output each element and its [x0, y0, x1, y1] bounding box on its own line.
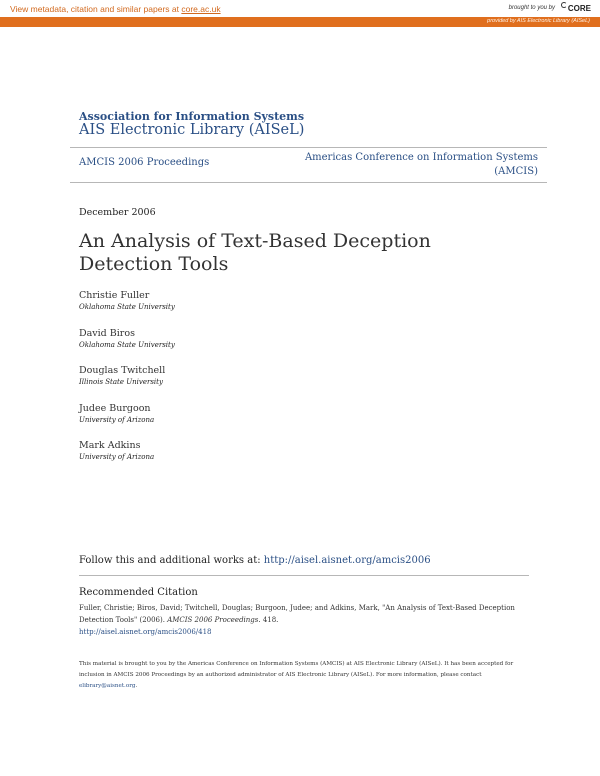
author-name: Mark Adkins [79, 440, 141, 451]
citation-link[interactable]: http://aisel.aisnet.org/amcis2006/418 [79, 628, 212, 636]
citation-body [79, 602, 529, 638]
core-provided-bar [0, 17, 600, 27]
follow-works [79, 555, 431, 566]
author-name: David Biros [79, 327, 135, 339]
core-metadata-link[interactable] [10, 4, 221, 14]
citation-proceedings: AMCIS 2006 Proceedings [167, 616, 259, 624]
author-affiliation: Oklahoma State University [79, 340, 175, 349]
citation-heading: Recommended Citation [79, 587, 198, 598]
paper-title: An Analysis of Text-Based Deception Detection Tools [79, 230, 431, 275]
author-name: Douglas Twitchell [79, 365, 166, 376]
author-affiliation: Oklahoma State University [79, 303, 175, 311]
library-name[interactable]: AIS Electronic Library (AISeL) [79, 122, 305, 138]
follow-link[interactable]: http://aisel.aisnet.org/amcis2006 [263, 555, 431, 566]
conference-link[interactable] [305, 151, 538, 179]
author-entry [79, 364, 379, 402]
header-divider-top [70, 147, 547, 148]
author-name: Christie Fuller [79, 290, 150, 301]
citation-number: . 418. [258, 616, 279, 624]
core-logo[interactable] [559, 1, 591, 16]
author-entry [79, 327, 379, 365]
citation-text: Fuller, Christie; Biros, David; Twitchell, Douglas; Burgoon, Judee; and Adkins, Mark, "An Analysis of Text-Based Deception Detection Tools" (2006). [79, 604, 515, 624]
follow-divider [79, 575, 529, 576]
author-affiliation: Illinois State University [79, 378, 163, 386]
association-name[interactable]: Association for Information Systems [79, 110, 305, 123]
core-brought-by: brought to you by [508, 5, 555, 11]
author-name: Judee Burgoon [79, 402, 151, 414]
author-affiliation: University of Arizona [79, 453, 155, 461]
follow-text: Follow this and additional works at: [79, 555, 264, 566]
author-entry [79, 439, 379, 477]
publication-date: December 2006 [79, 207, 156, 218]
core-logo-label: CORE [567, 4, 591, 13]
notice-text: This material is brought to you by the Americas Conference on Information Systems (AMCIS) at AIS Electronic Library (AISeL). It has been accepted for inclusion in AMCIS 2006 Proceedings by an authorized administrator of AIS Electronic Library (AISeL). For more information, please contact [79, 661, 514, 678]
conference-link-line1: Americas Conference on Information Systems [304, 152, 538, 163]
core-provided-text[interactable]: provided by AIS Electronic Library (AISeL) [487, 18, 590, 24]
author-entry [79, 289, 379, 327]
author-affiliation: University of Arizona [79, 415, 155, 424]
conference-link-line2: (AMCIS) [494, 166, 538, 177]
author-list [79, 289, 379, 477]
core-banner [0, 0, 600, 17]
contact-email-link[interactable]: elibrary@aisnet.org [79, 683, 136, 689]
access-notice [79, 659, 529, 692]
header-divider-bottom [70, 182, 547, 183]
core-logo-icon [561, 2, 567, 8]
core-site-link[interactable]: core.ac.uk [181, 4, 221, 14]
core-view-text: View metadata, citation and similar papers at [10, 4, 182, 14]
notice-end: . [135, 683, 138, 689]
proceedings-link[interactable]: AMCIS 2006 Proceedings [79, 157, 210, 168]
author-entry [79, 402, 379, 440]
